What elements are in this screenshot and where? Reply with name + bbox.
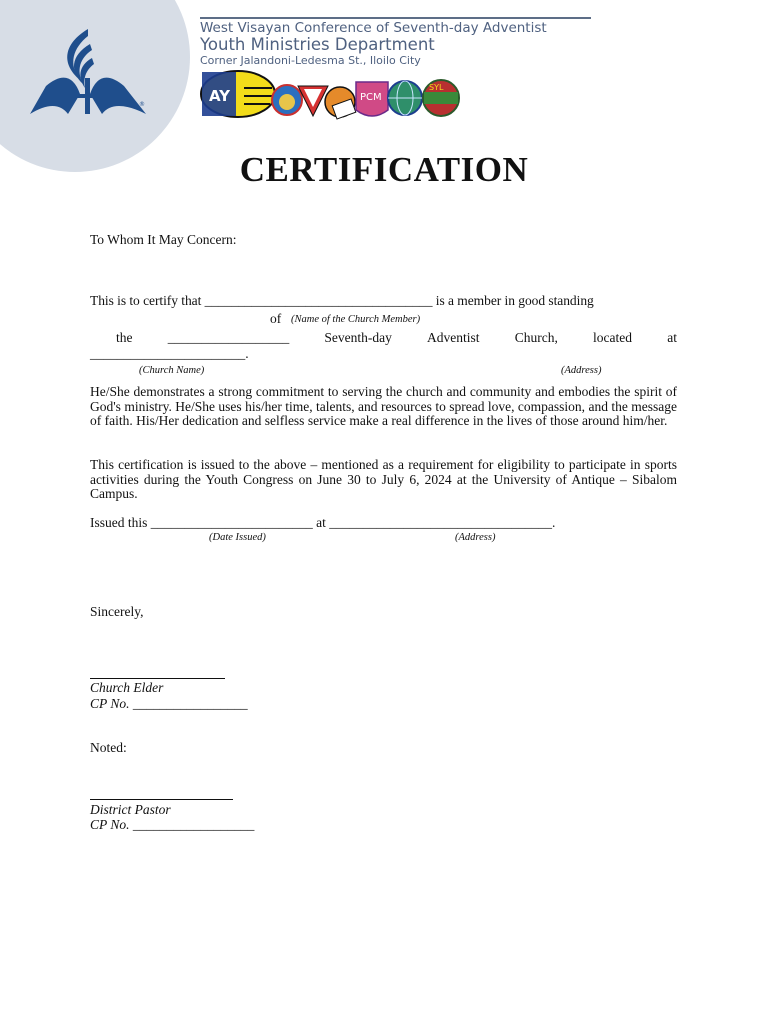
pastor-cp-number: CP No. __________________ — [90, 817, 255, 832]
adventist-logo-icon — [28, 24, 148, 119]
church-line-word: Adventist — [427, 330, 480, 345]
document-title: CERTIFICATION — [239, 150, 529, 189]
salutation: To Whom It May Concern: — [90, 232, 237, 247]
issued-line: Issued this ________________________ at _________________________________. — [90, 515, 556, 530]
closing: Sincerely, — [90, 604, 144, 619]
address-blank: _______________________. — [90, 346, 249, 361]
header-rule — [200, 17, 591, 19]
church-line-word: located — [593, 330, 633, 345]
church-line — [90, 330, 677, 346]
syl-badge-icon — [423, 80, 459, 116]
ministry-badges — [200, 70, 462, 122]
conference-name: West Visayan Conference of Seventh-day Adventist — [200, 20, 547, 36]
pcm-badge-text: PCM — [360, 92, 382, 103]
caption-address: (Address) — [561, 365, 602, 376]
caption-issued-address: (Address) — [455, 532, 496, 543]
caption-church-name: (Church Name) — [139, 365, 205, 376]
syl-badge-text: SYL — [429, 83, 444, 92]
elder-signature-line — [90, 678, 225, 679]
church-line-word: Seventh-day — [324, 330, 392, 345]
office-address: Corner Jalandoni-Ledesma St., Iloilo City — [200, 54, 421, 67]
church-name-blank: __________________ — [167, 330, 290, 345]
church-line-word: Church, — [514, 330, 558, 345]
pcm-badge-icon — [356, 82, 388, 116]
paragraph-purpose: This certification is issued to the above – mentioned as a requirement for eligibility to participate in sports activities during the Youth Congress on June 30 to July 6, 2024 at the University of Antique – Sibalom Campus. — [90, 457, 677, 501]
adventurer-badge-icon — [272, 85, 302, 115]
registered-mark: ® — [139, 101, 145, 108]
master-guide-badge-icon — [325, 87, 356, 119]
ay-emblem-icon — [201, 71, 275, 117]
pastor-title: District Pastor — [90, 802, 171, 817]
globe-badge-icon — [388, 81, 422, 115]
of-word: of — [270, 311, 282, 326]
noted-label: Noted: — [90, 740, 127, 755]
church-line-word: the — [116, 330, 133, 345]
caption-member-name: (Name of the Church Member) — [291, 314, 421, 325]
ay-emblem-text: AY — [209, 87, 231, 105]
caption-date-issued: (Date Issued) — [209, 532, 266, 543]
church-line-word: at — [667, 330, 677, 345]
certify-line: This is to certify that __________________________________ is a member in good standing — [90, 293, 594, 308]
paragraph-commitment: He/She demonstrates a strong commitment to serving the church and community and embodies the spirit of God's ministry. He/She uses his/her time, talents, and resources to spread love, compassion, and the message of faith. His/Her dedication and selfless service make a real difference in the lives of those around him/her. — [90, 384, 677, 428]
department-name: Youth Ministries Department — [200, 35, 435, 54]
elder-title: Church Elder — [90, 680, 164, 695]
elder-cp-number: CP No. _________________ — [90, 696, 248, 711]
pastor-signature-line — [90, 799, 233, 800]
